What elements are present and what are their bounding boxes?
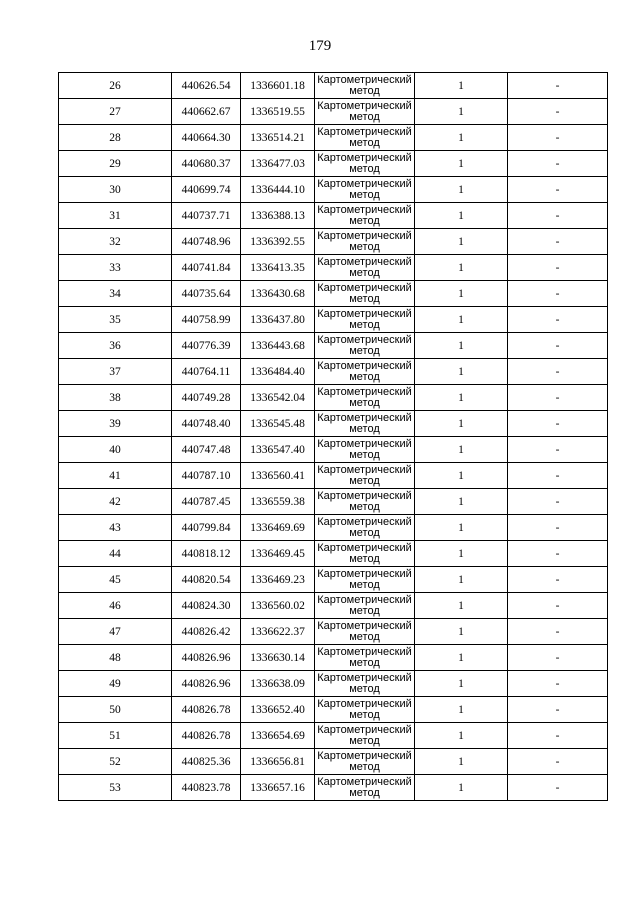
x-coordinate-cell: 440826.96 <box>172 645 241 671</box>
method-line-1: Картометрический <box>317 281 412 294</box>
x-coordinate-cell: 440662.67 <box>172 99 241 125</box>
note-cell: - <box>508 125 608 151</box>
method-cell <box>315 489 415 515</box>
method-line-2: метод <box>349 214 380 227</box>
method-line-1: Картометрический <box>317 619 412 632</box>
point-number-cell: 50 <box>59 697 172 723</box>
y-coordinate-cell: 1336477.03 <box>241 151 315 177</box>
method-cell <box>315 619 415 645</box>
method-cell <box>315 99 415 125</box>
method-line-2: метод <box>349 422 380 435</box>
table-row <box>59 645 608 671</box>
accuracy-cell: 1 <box>415 515 508 541</box>
method-line-1: Картометрический <box>317 203 412 216</box>
method-line-1: Картометрический <box>317 307 412 320</box>
table-row <box>59 749 608 775</box>
y-coordinate-cell: 1336657.16 <box>241 775 315 801</box>
method-cell <box>315 541 415 567</box>
method-line-1: Картометрический <box>317 593 412 606</box>
table-row <box>59 723 608 749</box>
x-coordinate-cell: 440799.84 <box>172 515 241 541</box>
method-cell <box>315 307 415 333</box>
method-line-2: метод <box>349 526 380 539</box>
table-row <box>59 281 608 307</box>
method-line-1: Картометрический <box>317 385 412 398</box>
accuracy-cell: 1 <box>415 385 508 411</box>
method-line-2: метод <box>349 162 380 175</box>
x-coordinate-cell: 440664.30 <box>172 125 241 151</box>
point-number-cell: 35 <box>59 307 172 333</box>
method-line-1: Картометрический <box>317 697 412 710</box>
accuracy-cell: 1 <box>415 671 508 697</box>
table-row <box>59 229 608 255</box>
accuracy-cell: 1 <box>415 203 508 229</box>
accuracy-cell: 1 <box>415 255 508 281</box>
point-number-cell: 38 <box>59 385 172 411</box>
method-cell <box>315 645 415 671</box>
accuracy-cell: 1 <box>415 411 508 437</box>
method-line-1: Картометрический <box>317 723 412 736</box>
y-coordinate-cell: 1336559.38 <box>241 489 315 515</box>
method-line-2: метод <box>349 578 380 591</box>
method-line-2: метод <box>349 136 380 149</box>
accuracy-cell: 1 <box>415 229 508 255</box>
note-cell: - <box>508 359 608 385</box>
y-coordinate-cell: 1336392.55 <box>241 229 315 255</box>
method-line-1: Картометрический <box>317 775 412 788</box>
note-cell: - <box>508 515 608 541</box>
x-coordinate-cell: 440820.54 <box>172 567 241 593</box>
note-cell: - <box>508 463 608 489</box>
method-line-2: метод <box>349 474 380 487</box>
note-cell: - <box>508 203 608 229</box>
y-coordinate-cell: 1336388.13 <box>241 203 315 229</box>
x-coordinate-cell: 440680.37 <box>172 151 241 177</box>
accuracy-cell: 1 <box>415 593 508 619</box>
method-line-1: Картометрический <box>317 125 412 138</box>
accuracy-cell: 1 <box>415 99 508 125</box>
accuracy-cell: 1 <box>415 749 508 775</box>
note-cell: - <box>508 229 608 255</box>
note-cell: - <box>508 567 608 593</box>
point-number-cell: 26 <box>59 73 172 99</box>
method-line-1: Картометрический <box>317 749 412 762</box>
y-coordinate-cell: 1336514.21 <box>241 125 315 151</box>
method-line-2: метод <box>349 292 380 305</box>
method-line-1: Картометрический <box>317 515 412 528</box>
x-coordinate-cell: 440758.99 <box>172 307 241 333</box>
table-row <box>59 541 608 567</box>
note-cell: - <box>508 333 608 359</box>
method-line-1: Картометрический <box>317 99 412 112</box>
accuracy-cell: 1 <box>415 697 508 723</box>
point-number-cell: 32 <box>59 229 172 255</box>
note-cell: - <box>508 73 608 99</box>
table-row <box>59 489 608 515</box>
note-cell: - <box>508 489 608 515</box>
method-line-1: Картометрический <box>317 177 412 190</box>
x-coordinate-cell: 440626.54 <box>172 73 241 99</box>
y-coordinate-cell: 1336484.40 <box>241 359 315 385</box>
method-line-2: метод <box>349 188 380 201</box>
method-line-2: метод <box>349 786 380 799</box>
point-number-cell: 27 <box>59 99 172 125</box>
method-line-2: метод <box>349 110 380 123</box>
x-coordinate-cell: 440824.30 <box>172 593 241 619</box>
y-coordinate-cell: 1336654.69 <box>241 723 315 749</box>
table-row <box>59 437 608 463</box>
note-cell: - <box>508 307 608 333</box>
method-cell <box>315 567 415 593</box>
point-number-cell: 31 <box>59 203 172 229</box>
accuracy-cell: 1 <box>415 567 508 593</box>
method-cell <box>315 125 415 151</box>
x-coordinate-cell: 440749.28 <box>172 385 241 411</box>
x-coordinate-cell: 440826.78 <box>172 723 241 749</box>
table-row <box>59 619 608 645</box>
point-number-cell: 53 <box>59 775 172 801</box>
coordinates-table <box>58 72 608 801</box>
y-coordinate-cell: 1336601.18 <box>241 73 315 99</box>
method-cell <box>315 749 415 775</box>
table-row <box>59 463 608 489</box>
table-row <box>59 307 608 333</box>
method-cell <box>315 359 415 385</box>
x-coordinate-cell: 440776.39 <box>172 333 241 359</box>
method-line-1: Картометрический <box>317 411 412 424</box>
point-number-cell: 42 <box>59 489 172 515</box>
note-cell: - <box>508 541 608 567</box>
method-cell <box>315 151 415 177</box>
method-line-2: метод <box>349 344 380 357</box>
x-coordinate-cell: 440825.36 <box>172 749 241 775</box>
x-coordinate-cell: 440764.11 <box>172 359 241 385</box>
method-line-2: метод <box>349 734 380 747</box>
point-number-cell: 28 <box>59 125 172 151</box>
method-cell <box>315 411 415 437</box>
x-coordinate-cell: 440747.48 <box>172 437 241 463</box>
accuracy-cell: 1 <box>415 645 508 671</box>
x-coordinate-cell: 440741.84 <box>172 255 241 281</box>
method-line-1: Картометрический <box>317 463 412 476</box>
point-number-cell: 30 <box>59 177 172 203</box>
method-line-2: метод <box>349 760 380 773</box>
note-cell: - <box>508 437 608 463</box>
method-line-2: метод <box>349 630 380 643</box>
method-line-1: Картометрический <box>317 645 412 658</box>
table-row <box>59 697 608 723</box>
y-coordinate-cell: 1336547.40 <box>241 437 315 463</box>
note-cell: - <box>508 723 608 749</box>
accuracy-cell: 1 <box>415 437 508 463</box>
table-row <box>59 177 608 203</box>
method-line-1: Картометрический <box>317 567 412 580</box>
method-line-1: Картометрический <box>317 73 412 86</box>
method-cell <box>315 177 415 203</box>
accuracy-cell: 1 <box>415 333 508 359</box>
note-cell: - <box>508 255 608 281</box>
method-line-1: Картометрический <box>317 255 412 268</box>
method-cell <box>315 593 415 619</box>
point-number-cell: 41 <box>59 463 172 489</box>
note-cell: - <box>508 177 608 203</box>
table-row <box>59 203 608 229</box>
method-cell <box>315 697 415 723</box>
method-line-2: метод <box>349 656 380 669</box>
method-cell <box>315 333 415 359</box>
y-coordinate-cell: 1336413.35 <box>241 255 315 281</box>
note-cell: - <box>508 99 608 125</box>
method-cell <box>315 385 415 411</box>
method-line-2: метод <box>349 240 380 253</box>
note-cell: - <box>508 593 608 619</box>
method-cell <box>315 281 415 307</box>
table-row <box>59 125 608 151</box>
table-row <box>59 73 608 99</box>
method-line-2: метод <box>349 448 380 461</box>
y-coordinate-cell: 1336437.80 <box>241 307 315 333</box>
y-coordinate-cell: 1336542.04 <box>241 385 315 411</box>
method-line-1: Картометрический <box>317 437 412 450</box>
y-coordinate-cell: 1336630.14 <box>241 645 315 671</box>
y-coordinate-cell: 1336560.02 <box>241 593 315 619</box>
x-coordinate-cell: 440826.78 <box>172 697 241 723</box>
point-number-cell: 37 <box>59 359 172 385</box>
method-cell <box>315 229 415 255</box>
x-coordinate-cell: 440823.78 <box>172 775 241 801</box>
x-coordinate-cell: 440787.45 <box>172 489 241 515</box>
method-line-2: метод <box>349 708 380 721</box>
x-coordinate-cell: 440735.64 <box>172 281 241 307</box>
accuracy-cell: 1 <box>415 359 508 385</box>
table-row <box>59 385 608 411</box>
page-number: 179 <box>308 38 332 54</box>
table-row <box>59 671 608 697</box>
method-cell <box>315 203 415 229</box>
point-number-cell: 40 <box>59 437 172 463</box>
y-coordinate-cell: 1336469.23 <box>241 567 315 593</box>
point-number-cell: 52 <box>59 749 172 775</box>
x-coordinate-cell: 440699.74 <box>172 177 241 203</box>
table-row <box>59 255 608 281</box>
method-cell <box>315 723 415 749</box>
table-row <box>59 775 608 801</box>
method-line-2: метод <box>349 266 380 279</box>
y-coordinate-cell: 1336622.37 <box>241 619 315 645</box>
point-number-cell: 33 <box>59 255 172 281</box>
method-line-1: Картометрический <box>317 489 412 502</box>
accuracy-cell: 1 <box>415 177 508 203</box>
method-line-1: Картометрический <box>317 229 412 242</box>
method-line-1: Картометрический <box>317 333 412 346</box>
accuracy-cell: 1 <box>415 489 508 515</box>
note-cell: - <box>508 671 608 697</box>
y-coordinate-cell: 1336560.41 <box>241 463 315 489</box>
method-line-1: Картометрический <box>317 541 412 554</box>
accuracy-cell: 1 <box>415 541 508 567</box>
x-coordinate-cell: 440748.40 <box>172 411 241 437</box>
point-number-cell: 46 <box>59 593 172 619</box>
note-cell: - <box>508 281 608 307</box>
note-cell: - <box>508 749 608 775</box>
method-cell <box>315 515 415 541</box>
note-cell: - <box>508 775 608 801</box>
y-coordinate-cell: 1336545.48 <box>241 411 315 437</box>
point-number-cell: 43 <box>59 515 172 541</box>
x-coordinate-cell: 440826.42 <box>172 619 241 645</box>
method-cell <box>315 255 415 281</box>
accuracy-cell: 1 <box>415 775 508 801</box>
table-row <box>59 151 608 177</box>
point-number-cell: 36 <box>59 333 172 359</box>
method-line-2: метод <box>349 500 380 513</box>
point-number-cell: 44 <box>59 541 172 567</box>
y-coordinate-cell: 1336469.69 <box>241 515 315 541</box>
accuracy-cell: 1 <box>415 307 508 333</box>
method-cell <box>315 73 415 99</box>
point-number-cell: 51 <box>59 723 172 749</box>
y-coordinate-cell: 1336519.55 <box>241 99 315 125</box>
y-coordinate-cell: 1336469.45 <box>241 541 315 567</box>
table-row <box>59 333 608 359</box>
method-cell <box>315 775 415 801</box>
x-coordinate-cell: 440818.12 <box>172 541 241 567</box>
y-coordinate-cell: 1336444.10 <box>241 177 315 203</box>
method-line-2: метод <box>349 396 380 409</box>
note-cell: - <box>508 411 608 437</box>
accuracy-cell: 1 <box>415 151 508 177</box>
point-number-cell: 34 <box>59 281 172 307</box>
point-number-cell: 49 <box>59 671 172 697</box>
table-row <box>59 567 608 593</box>
y-coordinate-cell: 1336443.68 <box>241 333 315 359</box>
method-cell <box>315 671 415 697</box>
method-cell <box>315 463 415 489</box>
accuracy-cell: 1 <box>415 73 508 99</box>
x-coordinate-cell: 440826.96 <box>172 671 241 697</box>
method-line-1: Картометрический <box>317 359 412 372</box>
x-coordinate-cell: 440737.71 <box>172 203 241 229</box>
method-line-2: метод <box>349 552 380 565</box>
table-row <box>59 593 608 619</box>
point-number-cell: 47 <box>59 619 172 645</box>
note-cell: - <box>508 151 608 177</box>
coordinates-table-body <box>59 73 608 801</box>
method-line-2: метод <box>349 682 380 695</box>
note-cell: - <box>508 645 608 671</box>
table-row <box>59 515 608 541</box>
x-coordinate-cell: 440748.96 <box>172 229 241 255</box>
table-row <box>59 99 608 125</box>
point-number-cell: 45 <box>59 567 172 593</box>
method-cell <box>315 437 415 463</box>
method-line-2: метод <box>349 370 380 383</box>
y-coordinate-cell: 1336652.40 <box>241 697 315 723</box>
table-row <box>59 411 608 437</box>
y-coordinate-cell: 1336430.68 <box>241 281 315 307</box>
point-number-cell: 48 <box>59 645 172 671</box>
y-coordinate-cell: 1336656.81 <box>241 749 315 775</box>
method-line-2: метод <box>349 318 380 331</box>
accuracy-cell: 1 <box>415 619 508 645</box>
accuracy-cell: 1 <box>415 723 508 749</box>
method-line-2: метод <box>349 84 380 97</box>
y-coordinate-cell: 1336638.09 <box>241 671 315 697</box>
note-cell: - <box>508 619 608 645</box>
method-line-1: Картометрический <box>317 151 412 164</box>
accuracy-cell: 1 <box>415 281 508 307</box>
accuracy-cell: 1 <box>415 125 508 151</box>
point-number-cell: 39 <box>59 411 172 437</box>
x-coordinate-cell: 440787.10 <box>172 463 241 489</box>
accuracy-cell: 1 <box>415 463 508 489</box>
note-cell: - <box>508 697 608 723</box>
method-line-2: метод <box>349 604 380 617</box>
point-number-cell: 29 <box>59 151 172 177</box>
method-line-1: Картометрический <box>317 671 412 684</box>
note-cell: - <box>508 385 608 411</box>
table-row <box>59 359 608 385</box>
